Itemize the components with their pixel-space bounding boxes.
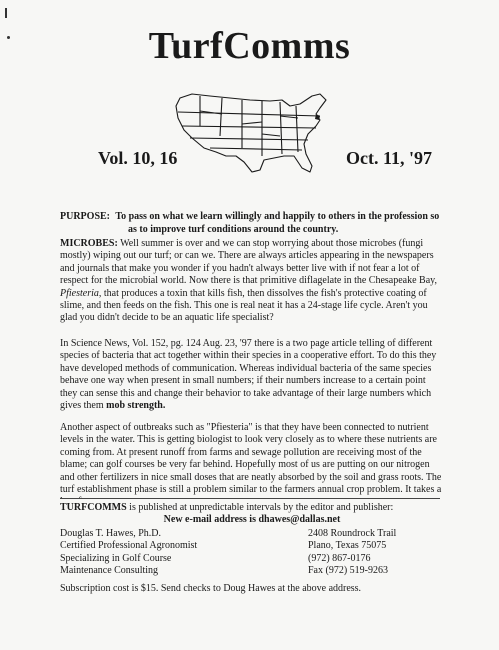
- contact-left: Douglas T. Hawes, Ph.D.: [60, 528, 162, 539]
- publisher-line: [60, 502, 444, 514]
- contact-left: Certified Professional Agronomist: [60, 540, 198, 552]
- outbreaks-paragraph: Another aspect of outbreaks such as "Pfiesteria" is that they have been connected to nutrient levels in the water. This is getting biologist to look very closely as to where these nutrients are coming from. At present runoff from farms and sewage pollution are receiving most of the blame; can golf courses be very far behind. Hopefully most of us are putting on our nitrogen and other fertilizers in nice small doses that are neatly absorbed by the soil and grass roots. The turf establishment phase is still a problem similar to the farmers annual crop problem. It takes a: [60, 422, 442, 496]
- microbes-text-start: Well summer is over and we can stop worrying about those microbes (fungi mostly) wiping out our turf; or can we. There are always articles appearing in the newspapers and journals that make you wonder if you hadn't always better live with if not fear a lot of respect for the microbial world. Now there is that primitive diflagelate in the Chesapeake Bay,: [60, 238, 438, 287]
- science-news-paragraph: [60, 338, 444, 412]
- science-news-text: In Science News, Vol. 152, pg. 124 Aug. 23, '97 there is a two page article telling of different species of bacteria that act together within their species in a cooperative effort. To do this they have developed methods of communication. Whereas individual bacteria of the same species behave one way when present in small numbers; if their numbers increase to a certain point they can sense this and change their behavior to take advantage of their large numbers which gives them: [60, 338, 437, 412]
- publication-name: TURFCOMMS: [60, 502, 127, 513]
- microbes-text-end: , that produces a toxin that kills fish, then dissolves the fish's protective coating of slime, and then feeds on the fish. This one is real neat it has a 24-stage life cycle. Aren't you glad you didn't decide to be an aquatic life specialist?: [60, 287, 428, 324]
- contact-left: Specializing in Golf Course: [60, 552, 172, 564]
- contact-row: [60, 553, 444, 565]
- pfiesteria-term: Pfiesteria: [60, 287, 99, 299]
- publisher-line-text: is published at unpredictable intervals by the editor and publisher:: [126, 502, 394, 513]
- contact-row: [60, 565, 444, 577]
- scan-mark: [5, 8, 7, 18]
- purpose-line-2: as to improve turf conditions around the country.: [128, 224, 339, 235]
- mob-strength-term: mob strength.: [106, 400, 166, 412]
- contact-right: (972) 867-0176: [308, 552, 371, 564]
- contact-row: [60, 540, 444, 552]
- contact-right: Fax (972) 519-9263: [308, 565, 388, 577]
- publisher-info: [60, 502, 444, 577]
- volume-number: Vol. 10, 16: [98, 148, 178, 168]
- us-map-illustration: [170, 86, 340, 176]
- microbes-paragraph: [60, 238, 444, 325]
- purpose-label: PURPOSE:: [60, 211, 110, 222]
- microbes-heading: MICROBES:: [60, 238, 118, 249]
- purpose-statement: [60, 210, 440, 236]
- subscription-note: Subscription cost is $15. Send checks to Doug Hawes at the above address.: [60, 583, 362, 594]
- contact-right: 2408 Roundrock Trail: [308, 528, 397, 539]
- contact-row: [60, 528, 444, 540]
- email-line: New e-mail address is dhawes@dallas.net: [163, 514, 341, 526]
- contact-right: Plano, Texas 75075: [308, 540, 387, 552]
- issue-date: Oct. 11, '97: [346, 148, 432, 168]
- masthead-title: TurfComms: [148, 25, 351, 67]
- purpose-line-1: To pass on what we learn willingly and happily to others in the profession so: [115, 211, 440, 222]
- contact-block: [60, 528, 444, 578]
- footer-divider: [60, 498, 440, 499]
- contact-left: Maintenance Consulting: [60, 565, 159, 577]
